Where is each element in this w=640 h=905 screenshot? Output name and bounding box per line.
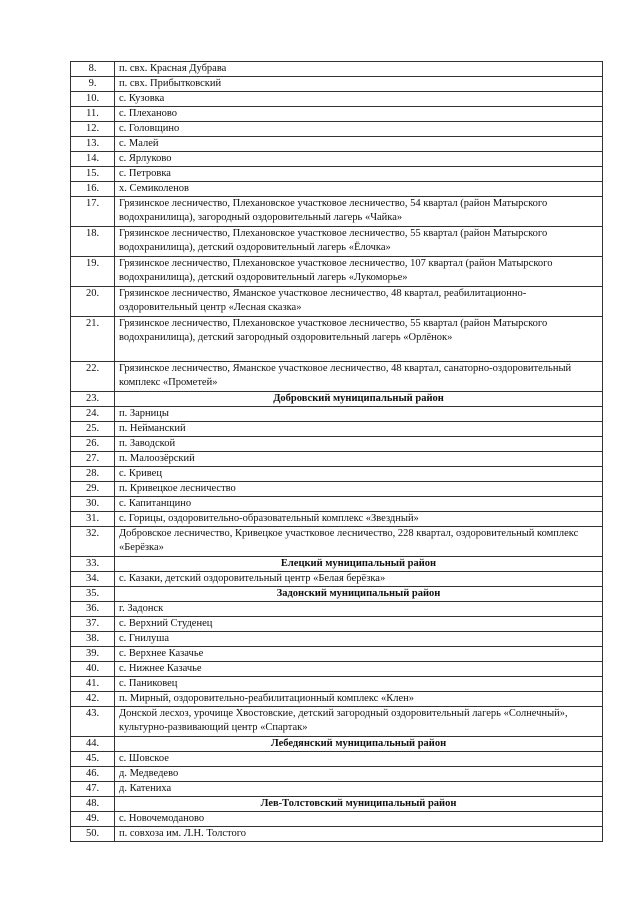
row-number: 24. — [71, 407, 115, 422]
settlement-name: с. Петровка — [115, 167, 603, 182]
settlement-name: п. совхоза им. Л.Н. Толстого — [115, 827, 603, 842]
row-number: 10. — [71, 92, 115, 107]
settlement-name: с. Верхний Студенец — [115, 617, 603, 632]
table-row — [71, 572, 603, 587]
district-name: Елецкий муниципальный район — [115, 557, 603, 572]
settlement-name: Грязинское лесничество, Яманское участковое лесничество, 48 квартал, санаторно-оздоровительный комплекс «Прометей» — [115, 362, 603, 392]
settlement-name: п. свх. Красная Дубрава — [115, 62, 603, 77]
settlement-name: Грязинское лесничество, Плехановское участковое лесничество, 55 квартал (район Матырского водохранилища), детский загородный оздоровительный лагерь «Орлёнок» — [115, 317, 603, 362]
table-row — [71, 692, 603, 707]
table-row — [71, 182, 603, 197]
settlement-name: с. Нижнее Казачье — [115, 662, 603, 677]
table-row — [71, 662, 603, 677]
row-number: 48. — [71, 797, 115, 812]
row-number: 31. — [71, 512, 115, 527]
row-number: 43. — [71, 707, 115, 737]
district-header-row — [71, 557, 603, 572]
settlement-name: с. Кривец — [115, 467, 603, 482]
table-row — [71, 407, 603, 422]
table-row — [71, 62, 603, 77]
row-number: 38. — [71, 632, 115, 647]
settlement-name: п. Нейманский — [115, 422, 603, 437]
table-row — [71, 707, 603, 737]
table-row — [71, 137, 603, 152]
table-row — [71, 167, 603, 182]
table-row — [71, 647, 603, 662]
settlement-name: д. Катениха — [115, 782, 603, 797]
row-number: 33. — [71, 557, 115, 572]
settlement-name: Донской лесхоз, урочище Хвостовские, детский загородный оздоровительный лагерь «Солнечный», культурно-развивающий центр «Спартак» — [115, 707, 603, 737]
table-row — [71, 527, 603, 557]
settlement-name: п. Мирный, оздоровительно-реабилитационный комплекс «Клен» — [115, 692, 603, 707]
settlement-name: п. Кривецкое лесничество — [115, 482, 603, 497]
settlement-name: с. Ярлуково — [115, 152, 603, 167]
row-number: 49. — [71, 812, 115, 827]
table-row — [71, 752, 603, 767]
table-body — [71, 62, 603, 842]
row-number: 18. — [71, 227, 115, 257]
settlement-name: с. Новочемоданово — [115, 812, 603, 827]
row-number: 39. — [71, 647, 115, 662]
table-row — [71, 317, 603, 362]
table-row — [71, 497, 603, 512]
row-number: 20. — [71, 287, 115, 317]
table-row — [71, 812, 603, 827]
row-number: 19. — [71, 257, 115, 287]
row-number: 37. — [71, 617, 115, 632]
district-name: Лебедянский муниципальный район — [115, 737, 603, 752]
district-name: Лев-Толстовский муниципальный район — [115, 797, 603, 812]
table-row — [71, 827, 603, 842]
settlement-name: с. Гнилуша — [115, 632, 603, 647]
table-row — [71, 257, 603, 287]
table-row — [71, 122, 603, 137]
settlement-name: д. Медведево — [115, 767, 603, 782]
table-row — [71, 197, 603, 227]
row-number: 42. — [71, 692, 115, 707]
row-number: 25. — [71, 422, 115, 437]
row-number: 23. — [71, 392, 115, 407]
table-row — [71, 782, 603, 797]
settlement-name: п. Заводской — [115, 437, 603, 452]
row-number: 44. — [71, 737, 115, 752]
table-row — [71, 632, 603, 647]
row-number: 8. — [71, 62, 115, 77]
district-header-row — [71, 797, 603, 812]
row-number: 22. — [71, 362, 115, 392]
table-row — [71, 227, 603, 257]
table-row — [71, 467, 603, 482]
table-row — [71, 287, 603, 317]
settlement-name: с. Казаки, детский оздоровительный центр «Белая берёзка» — [115, 572, 603, 587]
row-number: 17. — [71, 197, 115, 227]
row-number: 14. — [71, 152, 115, 167]
row-number: 27. — [71, 452, 115, 467]
table-row — [71, 767, 603, 782]
settlement-name: с. Верхнее Казачье — [115, 647, 603, 662]
row-number: 32. — [71, 527, 115, 557]
row-number: 36. — [71, 602, 115, 617]
row-number: 41. — [71, 677, 115, 692]
settlement-name: с. Капитанщино — [115, 497, 603, 512]
settlement-name: Грязинское лесничество, Яманское участковое лесничество, 48 квартал, реабилитационно-оздоровительный центр «Лесная сказка» — [115, 287, 603, 317]
row-number: 21. — [71, 317, 115, 362]
row-number: 12. — [71, 122, 115, 137]
settlements-table — [70, 61, 603, 842]
settlement-name: г. Задонск — [115, 602, 603, 617]
settlement-name: с. Плеханово — [115, 107, 603, 122]
settlement-name: с. Кузовка — [115, 92, 603, 107]
table-row — [71, 677, 603, 692]
settlement-name: с. Горицы, оздоровительно-образовательный комплекс «Звездный» — [115, 512, 603, 527]
table-row — [71, 437, 603, 452]
row-number: 45. — [71, 752, 115, 767]
table-row — [71, 362, 603, 392]
row-number: 35. — [71, 587, 115, 602]
row-number: 29. — [71, 482, 115, 497]
table-row — [71, 482, 603, 497]
settlement-name: п. Зарницы — [115, 407, 603, 422]
district-header-row — [71, 587, 603, 602]
row-number: 28. — [71, 467, 115, 482]
table-row — [71, 92, 603, 107]
table-row — [71, 422, 603, 437]
row-number: 30. — [71, 497, 115, 512]
settlement-name: п. свх. Прибытковский — [115, 77, 603, 92]
settlement-name: с. Шовское — [115, 752, 603, 767]
row-number: 11. — [71, 107, 115, 122]
table-row — [71, 512, 603, 527]
district-name: Задонский муниципальный район — [115, 587, 603, 602]
settlement-name: Грязинское лесничество, Плехановское участковое лесничество, 55 квартал (район Матырского водохранилища), детский оздоровительный лагерь «Ёлочка» — [115, 227, 603, 257]
settlement-name: с. Головщино — [115, 122, 603, 137]
settlement-name: Грязинское лесничество, Плехановское участковое лесничество, 54 квартал (район Матырского водохранилища), загородный оздоровительный лагерь «Чайка» — [115, 197, 603, 227]
district-header-row — [71, 737, 603, 752]
table-row — [71, 152, 603, 167]
row-number: 26. — [71, 437, 115, 452]
district-header-row — [71, 392, 603, 407]
table-row — [71, 77, 603, 92]
row-number: 13. — [71, 137, 115, 152]
settlement-name: х. Семиколенов — [115, 182, 603, 197]
table-row — [71, 452, 603, 467]
settlement-name: п. Малоозёрский — [115, 452, 603, 467]
settlement-name: с. Паниковец — [115, 677, 603, 692]
row-number: 40. — [71, 662, 115, 677]
row-number: 16. — [71, 182, 115, 197]
district-name: Добровский муниципальный район — [115, 392, 603, 407]
settlement-name: Грязинское лесничество, Плехановское участковое лесничество, 107 квартал (район Матырского водохранилища), детский оздоровительный лагерь «Лукоморье» — [115, 257, 603, 287]
row-number: 47. — [71, 782, 115, 797]
table-row — [71, 107, 603, 122]
row-number: 15. — [71, 167, 115, 182]
settlement-name: Добровское лесничество, Кривецкое участковое лесничество, 228 квартал, оздоровительный комплекс «Берёзка» — [115, 527, 603, 557]
row-number: 9. — [71, 77, 115, 92]
row-number: 34. — [71, 572, 115, 587]
settlement-name: с. Малей — [115, 137, 603, 152]
row-number: 46. — [71, 767, 115, 782]
table-row — [71, 602, 603, 617]
table-row — [71, 617, 603, 632]
row-number: 50. — [71, 827, 115, 842]
